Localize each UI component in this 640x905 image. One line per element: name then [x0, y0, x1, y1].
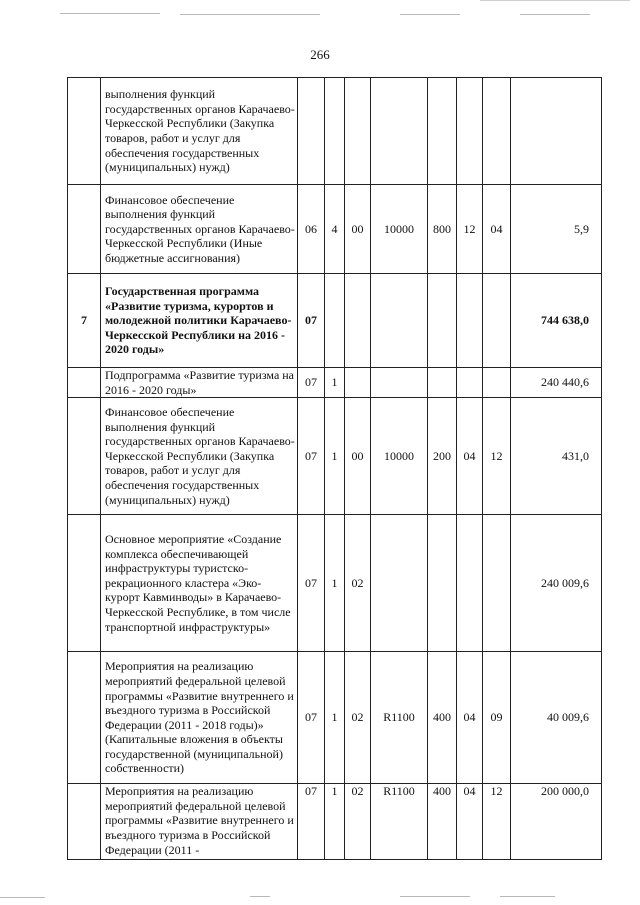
section-code-cell [457, 274, 483, 368]
table-row [68, 368, 602, 398]
section-code-cell [457, 368, 483, 398]
subsection-code-cell [483, 274, 511, 368]
amount-cell: 200 000,0 [511, 784, 602, 860]
row-number-cell [68, 368, 101, 398]
amount-cell: 40 009,6 [511, 652, 602, 784]
scan-artifact-line [250, 896, 270, 897]
scan-artifact-line [480, 0, 630, 1]
scan-artifact-line [400, 14, 460, 15]
amount-cell: 240 009,6 [511, 515, 602, 652]
program-code-cell: 07 [298, 784, 325, 860]
main-activity-code-cell: 02 [345, 784, 371, 860]
program-code-cell: 07 [298, 398, 325, 515]
amount-cell: 744 638,0 [511, 274, 602, 368]
subsection-code-cell: 12 [483, 784, 511, 860]
amount-cell: 240 440,6 [511, 368, 602, 398]
scan-artifact-line [60, 13, 160, 14]
scan-artifact-line [180, 14, 320, 15]
main-activity-code-cell: 00 [345, 185, 371, 274]
row-name-cell: Мероприятия на реализацию мероприятий федеральной целевой программы «Развитие внутреннего и въездного туризма в Российской Федерации (2011 - 2018 годы)» (Капитальные вложения в объекты государственной (муниципальной) собственности) [101, 652, 298, 784]
amount-cell [511, 78, 602, 185]
subprogram-code-cell: 1 [325, 398, 345, 515]
row-name-cell: Финансовое обеспечение выполнения функций государственных органов Карачаево-Черкесской Республики (Закупка товаров, работ и услуг для обеспечения государственных (муниципальных) нужд) [101, 398, 298, 515]
subsection-code-cell: 04 [483, 185, 511, 274]
expense-type-code-cell: 800 [428, 185, 457, 274]
subprogram-code-cell: 4 [325, 185, 345, 274]
row-name-cell: Финансовое обеспечение выполнения функций государственных органов Карачаево-Черкесской Республики (Иные бюджетные ассигнования) [101, 185, 298, 274]
row-number-cell [68, 398, 101, 515]
row-name-cell: Государственная программа «Развитие туризма, курортов и молодежной политики Карачаево-Черкесской Республики на 2016 - 2020 годы» [101, 274, 298, 368]
row-name-cell: выполнения функций государственных органов Карачаево-Черкесской Республики (Закупка товаров, работ и услуг для обеспечения государственных (муниципальных) нужд) [101, 78, 298, 185]
direction-code-cell: 10000 [371, 398, 428, 515]
main-activity-code-cell: 02 [345, 652, 371, 784]
subprogram-code-cell [325, 274, 345, 368]
row-number-cell [68, 78, 101, 185]
amount-cell: 5,9 [511, 185, 602, 274]
row-number-cell: 7 [68, 274, 101, 368]
section-code-cell: 04 [457, 784, 483, 860]
subsection-code-cell: 09 [483, 652, 511, 784]
expense-type-code-cell: 400 [428, 784, 457, 860]
row-name-cell: Основное мероприятие «Создание комплекса обеспечивающей инфраструктуры туристско-рекрационного кластера «Эко-курорт Кавминводы» в Карачаево-Черкесской Республике, в том числе транспортной инфраструктуры» [101, 515, 298, 652]
program-code-cell: 07 [298, 652, 325, 784]
table-row [68, 185, 602, 274]
section-code-cell: 04 [457, 652, 483, 784]
subsection-code-cell [483, 78, 511, 185]
section-code-cell: 12 [457, 185, 483, 274]
expense-type-code-cell [428, 78, 457, 185]
program-code-cell: 07 [298, 368, 325, 398]
scan-artifact-line [400, 896, 470, 897]
expense-type-code-cell: 400 [428, 652, 457, 784]
program-code-cell: 06 [298, 185, 325, 274]
table-row [68, 398, 602, 515]
table-row [68, 274, 602, 368]
section-code-cell [457, 515, 483, 652]
program-code-cell [298, 78, 325, 185]
direction-code-cell [371, 78, 428, 185]
row-name-cell: Подпрограмма «Развитие туризма на 2016 - 2020 годы» [101, 368, 298, 398]
main-activity-code-cell [345, 78, 371, 185]
section-code-cell: 04 [457, 398, 483, 515]
expense-type-code-cell [428, 368, 457, 398]
subprogram-code-cell: 1 [325, 368, 345, 398]
row-name-cell: Мероприятия на реализацию мероприятий федеральной целевой программы «Развитие внутреннего и въездного туризма в Российской Федерации (2011 - [101, 784, 298, 860]
budget-table [67, 77, 602, 860]
amount-cell: 431,0 [511, 398, 602, 515]
scan-artifact-line [500, 896, 555, 897]
table-row [68, 515, 602, 652]
row-number-cell [68, 515, 101, 652]
main-activity-code-cell: 00 [345, 398, 371, 515]
row-number-cell [68, 652, 101, 784]
direction-code-cell [371, 515, 428, 652]
main-activity-code-cell [345, 274, 371, 368]
row-number-cell [68, 185, 101, 274]
subprogram-code-cell: 1 [325, 784, 345, 860]
direction-code-cell [371, 368, 428, 398]
main-activity-code-cell: 02 [345, 515, 371, 652]
expense-type-code-cell [428, 274, 457, 368]
section-code-cell [457, 78, 483, 185]
direction-code-cell [371, 274, 428, 368]
page-number: 266 [310, 47, 330, 62]
program-code-cell: 07 [298, 274, 325, 368]
row-number-cell [68, 784, 101, 860]
subsection-code-cell: 12 [483, 398, 511, 515]
subsection-code-cell [483, 368, 511, 398]
scan-artifact-line [0, 897, 45, 898]
table-row [68, 78, 602, 185]
main-activity-code-cell [345, 368, 371, 398]
direction-code-cell: 10000 [371, 185, 428, 274]
subprogram-code-cell: 1 [325, 652, 345, 784]
table-row [68, 652, 602, 784]
subsection-code-cell [483, 515, 511, 652]
direction-code-cell: R1100 [371, 652, 428, 784]
subprogram-code-cell [325, 78, 345, 185]
expense-type-code-cell [428, 515, 457, 652]
direction-code-cell: R1100 [371, 784, 428, 860]
subprogram-code-cell: 1 [325, 515, 345, 652]
expense-type-code-cell: 200 [428, 398, 457, 515]
program-code-cell: 07 [298, 515, 325, 652]
scan-artifact-line [520, 14, 590, 15]
table-row [68, 784, 602, 860]
